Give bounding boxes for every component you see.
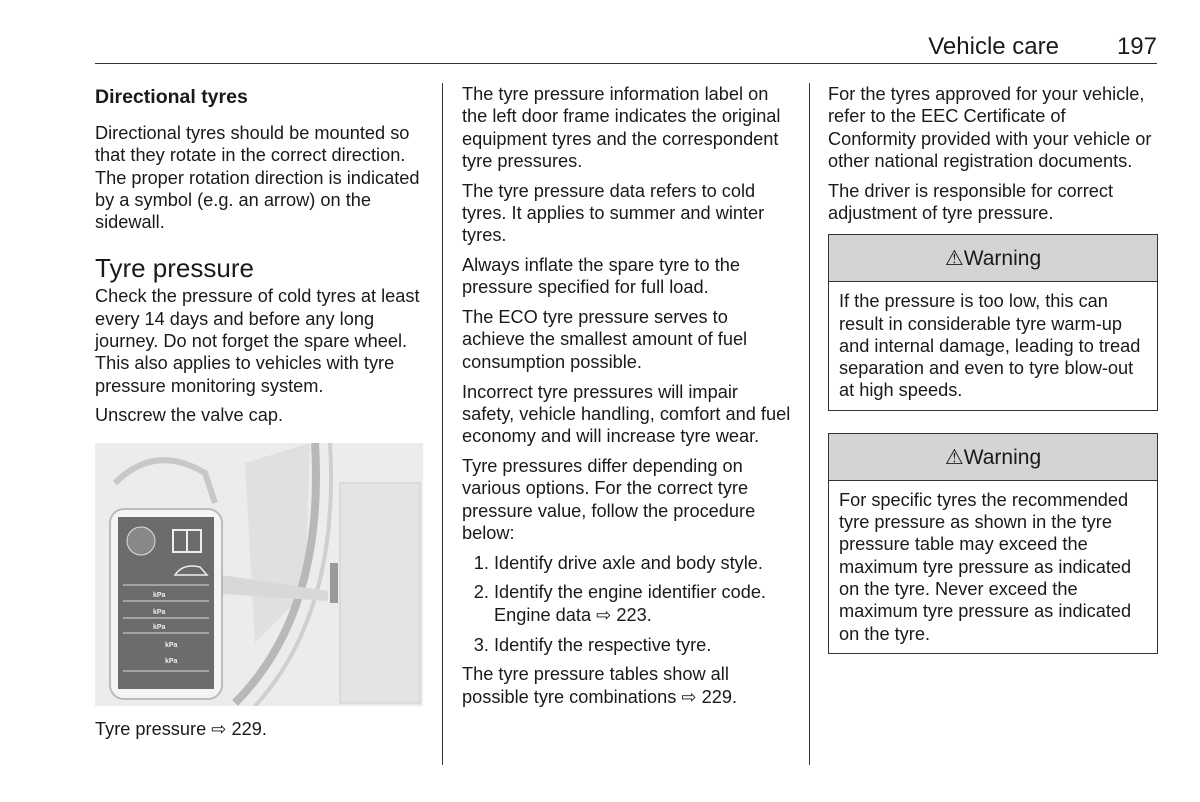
heading-directional-tyres: Directional tyres — [95, 86, 248, 108]
warning-title: Warning — [963, 247, 1042, 271]
list-item: 1. Identify drive axle and body style. — [494, 552, 794, 574]
paragraph: The tyre pressure information label on the left door frame indicates the original equipment tyres and the correspondent tyre pressures. — [462, 84, 781, 171]
paragraph: Unscrew the valve cap. — [95, 405, 284, 426]
paragraph: Incorrect tyre pressures will impair safety, vehicle handling, comfort and fuel economy and will increase tyre wear. — [462, 381, 791, 447]
warning-box — [828, 433, 1158, 654]
tyre-pressure-label-figure — [95, 443, 423, 706]
column-divider — [442, 83, 443, 765]
svg-text:kPa: kPa — [153, 608, 166, 616]
page-number: 197 — [1116, 33, 1157, 60]
page-header — [95, 30, 1157, 64]
warning-text: For specific tyres the recommended tyre pressure as shown in the tyre pressure table may exceed the maximum tyre pressure as indicated on the tyre. Never exceed the maximum tyre pressure as indicated on the tyre. — [839, 489, 1132, 644]
warning-header — [829, 434, 1157, 481]
heading-tyre-pressure: Tyre pressure — [95, 253, 254, 284]
warning-triangle-icon: ⚠ — [944, 445, 964, 469]
paragraph: Check the pressure of cold tyres at least every 14 days and before any long journey. Do not forget the spare wheel. This also applies to vehicles with tyre pressure monitoring system. — [95, 286, 420, 396]
paragraph: Tyre pressures differ depending on various options. For the correct tyre pressure value, follow the procedure below: — [462, 455, 756, 543]
list-item: 3. Identify the respective tyre. — [494, 634, 794, 656]
paragraph: The tyre pressure data refers to cold tyres. It applies to summer and winter tyres. — [462, 180, 765, 246]
svg-text:kPa: kPa — [153, 591, 166, 599]
column-2 — [462, 83, 794, 715]
warning-box — [828, 234, 1158, 410]
svg-text:kPa: kPa — [165, 657, 178, 665]
paragraph: Directional tyres should be mounted so that they rotate in the correct direction. The proper rotation direction is indicated by a symbol (e.g. an arrow) on the sidewall. — [95, 123, 420, 233]
warning-title: Warning — [963, 445, 1042, 469]
section-title: Vehicle care — [928, 33, 1059, 60]
paragraph: For the tyres approved for your vehicle, refer to the EEC Certificate of Conformity provided with your vehicle or other national registration documents. — [828, 84, 1152, 171]
paragraph: The driver is responsible for correct adjustment of tyre pressure. — [828, 180, 1114, 223]
figure-caption[interactable]: Tyre pressure ⇨ 229. — [95, 718, 267, 739]
column-3 — [828, 83, 1158, 676]
column-divider — [809, 83, 810, 765]
list-item[interactable]: 2. Identify the engine identifier code. Engine data ⇨ 223. — [494, 581, 794, 626]
procedure-list — [462, 552, 794, 656]
warning-triangle-icon: ⚠ — [944, 247, 964, 271]
warning-header — [829, 235, 1157, 282]
warning-text: If the pressure is too low, this can result in considerable tyre warm-up and internal damage, leading to tread separation and even to tyre blow-out at high speeds. — [839, 291, 1141, 401]
svg-text:kPa: kPa — [153, 623, 166, 631]
column-1 — [95, 84, 427, 748]
paragraph[interactable]: The tyre pressure tables show all possible tyre combinations ⇨ 229. — [462, 664, 738, 707]
paragraph: Always inflate the spare tyre to the pressure specified for full load. — [462, 255, 741, 298]
svg-text:kPa: kPa — [165, 641, 178, 649]
paragraph: The ECO tyre pressure serves to achieve the smallest amount of fuel consumption possible. — [462, 307, 748, 372]
